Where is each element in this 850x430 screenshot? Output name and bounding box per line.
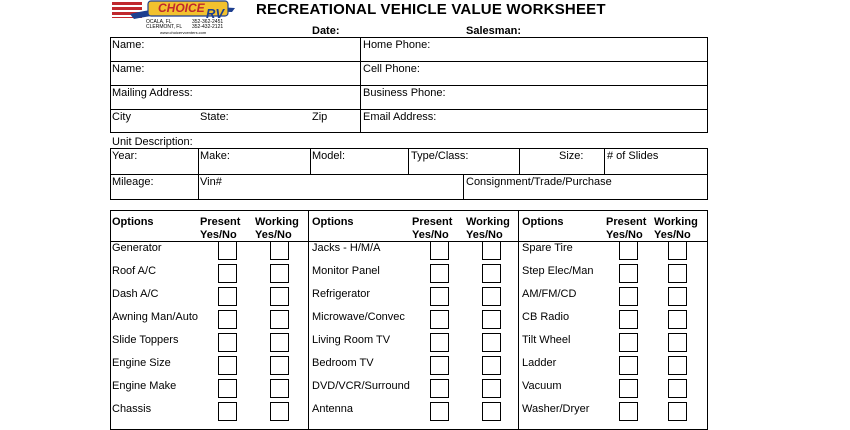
working-checkbox-2-8[interactable] xyxy=(482,402,501,421)
option-label-1-4: Awning Man/Auto xyxy=(112,311,199,323)
email-field[interactable]: Email Address: xyxy=(363,111,437,123)
working-header-2: Working xyxy=(466,216,510,228)
logo-phone2: 352-432-2121 xyxy=(192,24,224,30)
present-header-2: Present xyxy=(412,216,453,228)
option-label-1-8: Chassis xyxy=(112,403,152,415)
option-label-3-6: Ladder xyxy=(522,357,557,369)
present-checkbox-3-1[interactable] xyxy=(619,241,638,260)
present-yesno-2: Yes/No xyxy=(412,229,449,241)
logo-brand-choice: CHOICE xyxy=(158,1,205,15)
make-field[interactable]: Make: xyxy=(200,150,230,162)
working-header-1: Working xyxy=(255,216,299,228)
working-header-3: Working xyxy=(654,216,698,228)
date-label: Date: xyxy=(312,25,340,37)
working-checkbox-3-7[interactable] xyxy=(668,379,687,398)
options-header-3: Options xyxy=(522,216,564,228)
present-checkbox-1-3[interactable] xyxy=(218,287,237,306)
working-checkbox-3-3[interactable] xyxy=(668,287,687,306)
option-label-2-7: DVD/VCR/Surround xyxy=(312,380,410,392)
logo-city1: OCALA, FL xyxy=(146,19,172,25)
home-phone-field[interactable]: Home Phone: xyxy=(363,39,431,51)
logo-website: www.choicervcenters.com xyxy=(160,30,207,35)
working-checkbox-3-5[interactable] xyxy=(668,333,687,352)
working-checkbox-2-2[interactable] xyxy=(482,264,501,283)
options-header-1: Options xyxy=(112,216,154,228)
working-checkbox-2-5[interactable] xyxy=(482,333,501,352)
option-label-2-4: Microwave/Convec xyxy=(312,311,405,323)
state-field[interactable]: State: xyxy=(200,111,229,123)
present-checkbox-1-1[interactable] xyxy=(218,241,237,260)
working-yesno-1: Yes/No xyxy=(255,229,292,241)
slides-field[interactable]: # of Slides xyxy=(607,150,659,162)
option-label-2-3: Refrigerator xyxy=(312,288,371,300)
salesman-label: Salesman: xyxy=(466,25,522,37)
zip-field[interactable]: Zip xyxy=(312,111,328,123)
option-label-2-1: Jacks - H/M/A xyxy=(312,242,381,254)
working-checkbox-1-5[interactable] xyxy=(270,333,289,352)
present-checkbox-2-1[interactable] xyxy=(430,241,449,260)
present-checkbox-1-5[interactable] xyxy=(218,333,237,352)
logo-city2: CLERMONT, FL xyxy=(146,24,183,30)
model-field[interactable]: Model: xyxy=(312,150,346,162)
working-checkbox-1-4[interactable] xyxy=(270,310,289,329)
present-yesno-1: Yes/No xyxy=(200,229,237,241)
name-field-2[interactable]: Name: xyxy=(112,63,145,75)
present-checkbox-2-7[interactable] xyxy=(430,379,449,398)
option-label-1-3: Dash A/C xyxy=(112,288,159,300)
present-checkbox-2-3[interactable] xyxy=(430,287,449,306)
working-checkbox-1-1[interactable] xyxy=(270,241,289,260)
mailing-address-field[interactable]: Mailing Address: xyxy=(112,87,193,99)
cell-phone-field[interactable]: Cell Phone: xyxy=(363,63,420,75)
present-checkbox-1-7[interactable] xyxy=(218,379,237,398)
present-header-3: Present xyxy=(606,216,647,228)
option-label-1-1: Generator xyxy=(112,242,162,254)
working-checkbox-2-3[interactable] xyxy=(482,287,501,306)
working-checkbox-3-4[interactable] xyxy=(668,310,687,329)
option-label-3-3: AM/FM/CD xyxy=(522,288,577,300)
mileage-field[interactable]: Mileage: xyxy=(112,176,154,188)
present-checkbox-1-6[interactable] xyxy=(218,356,237,375)
working-checkbox-3-2[interactable] xyxy=(668,264,687,283)
working-checkbox-3-8[interactable] xyxy=(668,402,687,421)
option-label-2-2: Monitor Panel xyxy=(312,265,380,277)
working-checkbox-2-6[interactable] xyxy=(482,356,501,375)
working-checkbox-1-3[interactable] xyxy=(270,287,289,306)
page-title: RECREATIONAL VEHICLE VALUE WORKSHEET xyxy=(256,1,606,18)
option-label-1-2: Roof A/C xyxy=(112,265,157,277)
business-phone-field[interactable]: Business Phone: xyxy=(363,87,446,99)
working-checkbox-2-7[interactable] xyxy=(482,379,501,398)
present-checkbox-3-4[interactable] xyxy=(619,310,638,329)
option-label-2-6: Bedroom TV xyxy=(312,357,374,369)
logo-brand-rv: RV xyxy=(206,6,225,21)
unit-description-label: Unit Description: xyxy=(112,136,193,148)
name-field-1[interactable]: Name: xyxy=(112,39,145,51)
present-checkbox-1-4[interactable] xyxy=(218,310,237,329)
option-label-2-5: Living Room TV xyxy=(312,334,391,346)
working-checkbox-1-2[interactable] xyxy=(270,264,289,283)
working-checkbox-1-6[interactable] xyxy=(270,356,289,375)
present-checkbox-3-5[interactable] xyxy=(619,333,638,352)
present-checkbox-3-7[interactable] xyxy=(619,379,638,398)
option-label-1-6: Engine Size xyxy=(112,357,171,369)
working-yesno-2: Yes/No xyxy=(466,229,503,241)
present-checkbox-1-8[interactable] xyxy=(218,402,237,421)
present-checkbox-3-8[interactable] xyxy=(619,402,638,421)
city-field[interactable]: City xyxy=(112,111,131,123)
options-header-2: Options xyxy=(312,216,354,228)
option-label-3-5: Tilt Wheel xyxy=(522,334,571,346)
option-label-3-4: CB Radio xyxy=(522,311,570,323)
consignment-field[interactable]: Consignment/Trade/Purchase xyxy=(466,176,612,188)
present-checkbox-2-5[interactable] xyxy=(430,333,449,352)
dealer-logo xyxy=(110,0,238,34)
size-field[interactable]: Size: xyxy=(559,150,584,162)
vin-field[interactable]: Vin# xyxy=(200,176,222,188)
working-checkbox-2-4[interactable] xyxy=(482,310,501,329)
logo-phone1: 352-362-2451 xyxy=(192,19,224,25)
present-checkbox-1-2[interactable] xyxy=(218,264,237,283)
year-field[interactable]: Year: xyxy=(112,150,138,162)
working-checkbox-1-8[interactable] xyxy=(270,402,289,421)
working-checkbox-3-6[interactable] xyxy=(668,356,687,375)
present-checkbox-3-6[interactable] xyxy=(619,356,638,375)
working-checkbox-1-7[interactable] xyxy=(270,379,289,398)
present-checkbox-3-2[interactable] xyxy=(619,264,638,283)
working-yesno-3: Yes/No xyxy=(654,229,691,241)
option-label-3-8: Washer/Dryer xyxy=(522,403,590,415)
type-class-field[interactable]: Type/Class: xyxy=(411,150,469,162)
option-label-3-7: Vacuum xyxy=(522,380,562,392)
present-checkbox-2-4[interactable] xyxy=(430,310,449,329)
working-checkbox-3-1[interactable] xyxy=(668,241,687,260)
present-checkbox-2-8[interactable] xyxy=(430,402,449,421)
present-checkbox-2-6[interactable] xyxy=(430,356,449,375)
present-yesno-3: Yes/No xyxy=(606,229,643,241)
option-label-1-7: Engine Make xyxy=(112,380,177,392)
present-header-1: Present xyxy=(200,216,241,228)
present-checkbox-3-3[interactable] xyxy=(619,287,638,306)
option-label-3-2: Step Elec/Man xyxy=(522,265,594,277)
option-label-1-5: Slide Toppers xyxy=(112,334,179,346)
option-label-3-1: Spare Tire xyxy=(522,242,573,254)
option-label-2-8: Antenna xyxy=(312,403,353,415)
working-checkbox-2-1[interactable] xyxy=(482,241,501,260)
present-checkbox-2-2[interactable] xyxy=(430,264,449,283)
